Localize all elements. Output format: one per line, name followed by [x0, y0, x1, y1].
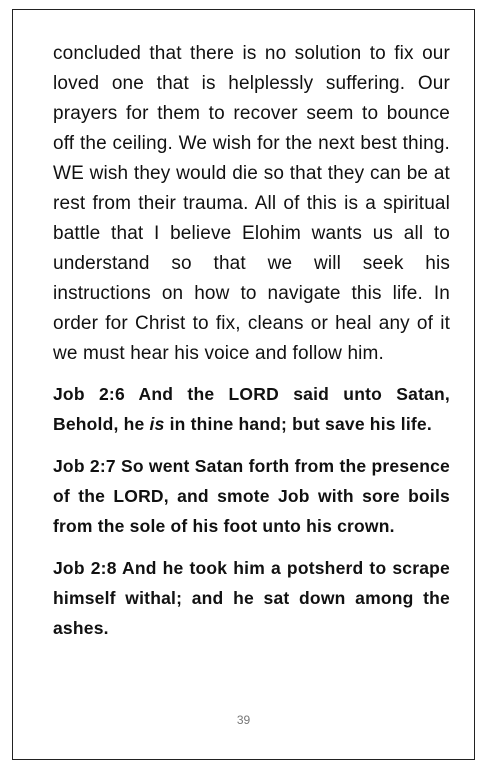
page	[12, 9, 475, 760]
verse-text-before: Job 2:6 And the LORD said unto Satan, Behold, he	[53, 384, 450, 434]
page-content	[53, 39, 450, 655]
verse-job-2-8: Job 2:8 And he took him a potsherd to scrape himself withal; and he sat down among the ashes.	[53, 558, 450, 638]
page-number: 39	[236, 713, 251, 727]
verse-job-2-7: Job 2:7 So went Satan forth from the presence of the LORD, and smote Job with sore boils from the sole of his foot unto his crown.	[53, 456, 450, 536]
verse-italic-word: is	[149, 414, 165, 434]
verse-text-after: in thine hand; but save his life.	[164, 414, 432, 434]
verse-job-2-6	[53, 379, 450, 439]
body-paragraph: concluded that there is no solution to fix our loved one that is helplessly suffering. Our prayers for them to recover seem to bounce off the ceiling. We wish for the next best thing. WE wish they would die so that they can be at rest from their trauma. All of this is a spiritual battle that I believe Elohim wants us all to understand so that we will seek his instructions on how to navigate this life. In order for Christ to fix, cleans or heal any of it we must hear his voice and follow him.	[53, 43, 450, 364]
